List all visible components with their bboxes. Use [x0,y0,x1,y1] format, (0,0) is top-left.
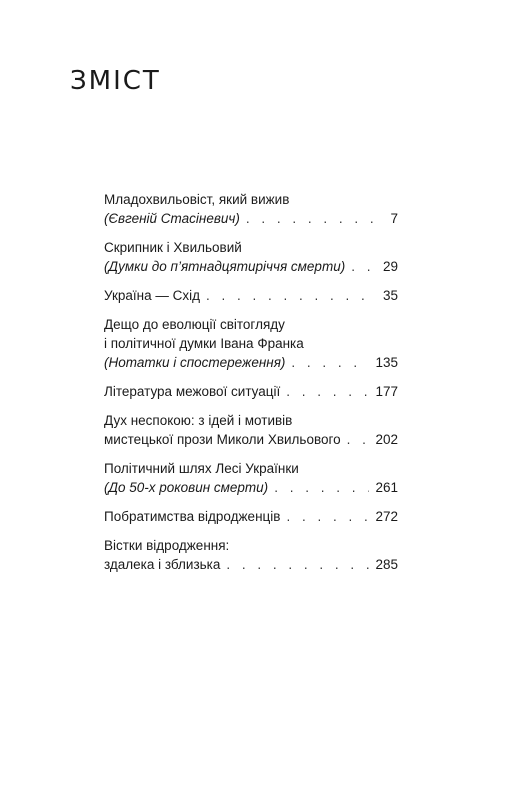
toc-entry-title-line: Младохвильовіст, який вижив [104,192,290,207]
toc-entry-title-line: Побратимства відродженців [104,509,281,524]
toc-entry-last-line [104,286,398,305]
toc-page-number: 202 [375,432,398,447]
toc-page-number: 135 [375,355,398,370]
dot-leader [351,257,377,276]
dot-leader [291,353,369,372]
toc-page-number: 35 [382,288,398,303]
dot-leader [274,478,369,497]
dot-leader [226,555,369,574]
toc-entry[interactable] [104,536,398,574]
toc-page-number: 261 [375,480,398,495]
toc-entry-last-line [104,209,398,228]
toc-entry[interactable] [104,286,398,305]
toc-page-number: 285 [375,557,398,572]
dot-leader [347,430,370,449]
toc-entry-subtitle: (До 50-х роковин смерти) [104,480,269,495]
toc-entry[interactable] [104,459,398,497]
toc-entry-title-line: Скрипник і Хвильовий [104,240,242,255]
dot-leader [246,209,385,228]
dot-leader [286,382,369,401]
toc-entry-title-line: здалека і зблизька [104,557,221,572]
toc-page-number: 29 [382,259,398,274]
toc-entry-last-line [104,430,398,449]
table-of-contents [104,190,398,584]
toc-entry[interactable] [104,382,398,401]
toc-entry-title-line: Література межової ситуації [104,384,281,399]
toc-page-number: 272 [375,509,398,524]
dot-leader [206,286,377,305]
toc-entry[interactable] [104,411,398,449]
toc-entry-title-line: мистецької прози Миколи Хвильового [104,432,341,447]
toc-page-number: 177 [375,384,398,399]
toc-entry[interactable] [104,507,398,526]
page-title: ЗМІСТ [70,66,161,96]
toc-page-number: 7 [390,211,398,226]
toc-entry-title-line: Дух неспокою: з ідей і мотивів [104,413,293,428]
toc-entry-subtitle: (Нотатки і спостереження) [104,355,286,370]
toc-entry[interactable] [104,190,398,228]
toc-entry[interactable] [104,238,398,276]
toc-entry-last-line [104,353,398,372]
toc-entry-last-line [104,382,398,401]
toc-entry-title-line: і політичної думки Івана Франка [104,336,304,351]
toc-entry-subtitle: (Думки до п’ятнадцятиріччя смерти) [104,259,346,274]
toc-entry-title-line: Політичний шлях Лесі Українки [104,461,299,476]
toc-entry-last-line [104,555,398,574]
toc-entry-title-line: Дещо до еволюції світогляду [104,317,285,332]
toc-entry-last-line [104,478,398,497]
dot-leader [286,507,369,526]
toc-entry-subtitle: (Євгеній Стасіневич) [104,211,240,226]
toc-entry-last-line [104,257,398,276]
toc-entry-title-line: Вістки відродження: [104,538,230,553]
toc-entry-last-line [104,507,398,526]
toc-entry[interactable] [104,315,398,372]
toc-entry-title-line: Україна — Схід [104,288,200,303]
